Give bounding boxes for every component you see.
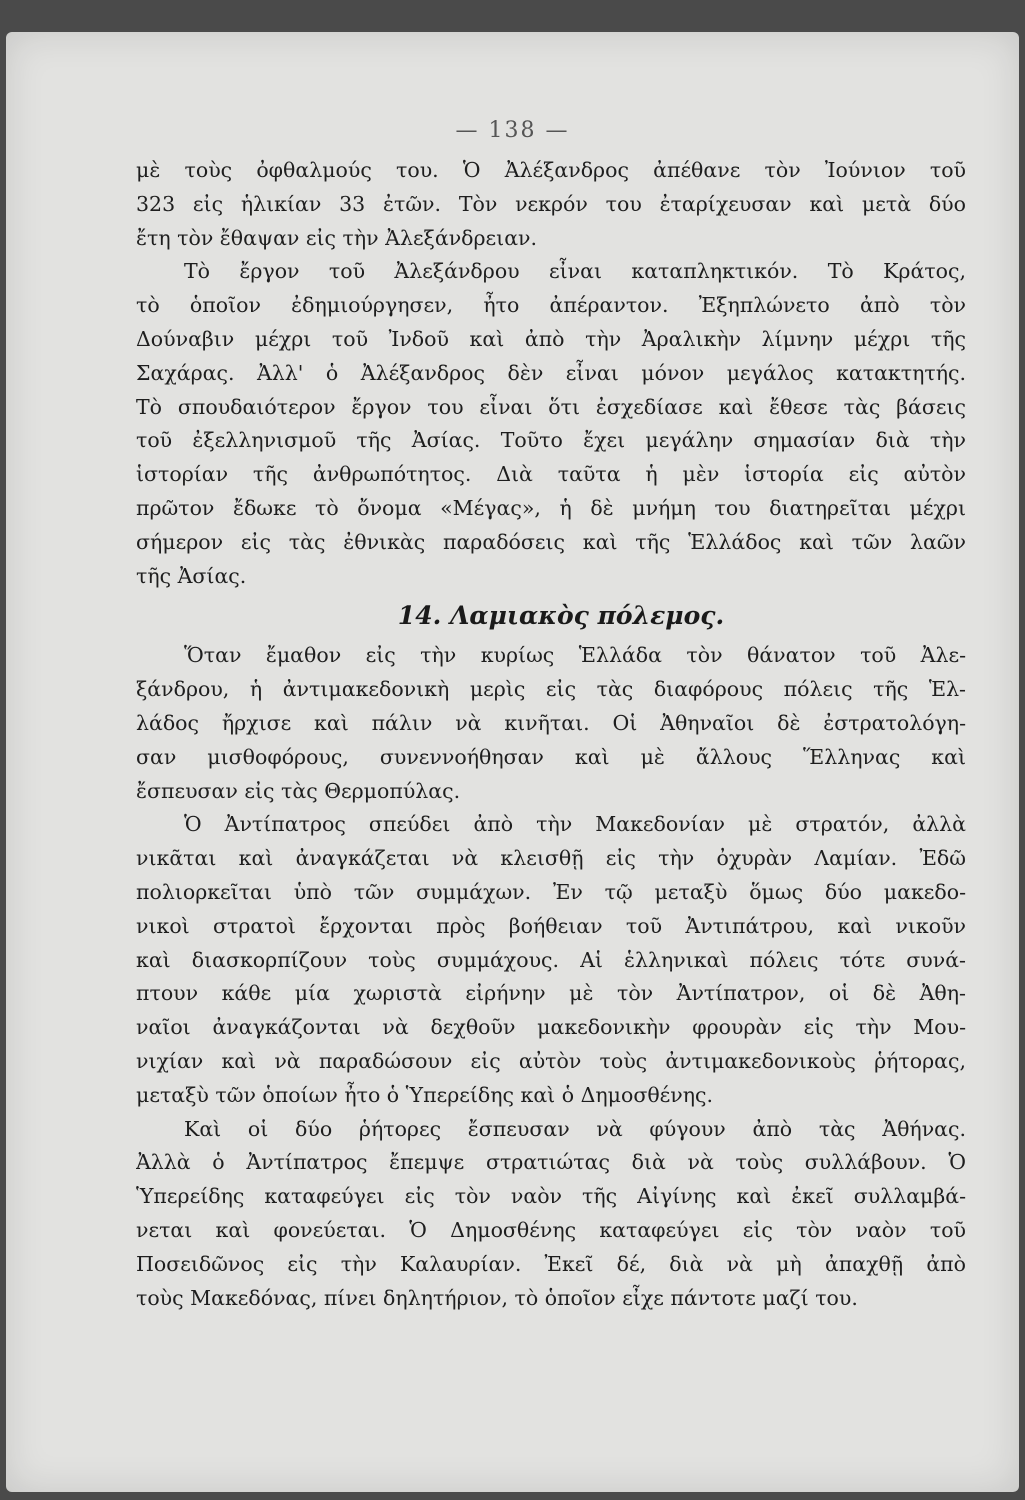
- text-line: ναῖοι ἀναγκάζονται νὰ δεχθοῦν μακεδονικὴν φρουρὰν εἰς τὴν Μου-: [136, 1015, 966, 1040]
- paragraph: [136, 154, 966, 255]
- text-line: Δούναβιν μέχρι τοῦ Ἰνδοῦ καὶ ἀπὸ τὴν Ἀραλικὴν λίμνην μέχρι τῆς: [136, 326, 966, 351]
- paragraph: [136, 639, 966, 808]
- text-line: Τὸ ἔργον τοῦ Ἀλεξάνδρου εἶναι καταπληκτικόν. Τὸ Κράτος,: [184, 259, 966, 284]
- text-line: τῆς Ἀσίας.: [136, 563, 247, 588]
- text-line: ξάνδρου, ἡ ἀντιμακεδονικὴ μερὶς εἰς τὰς διαφόρους πόλεις τῆς Ἑλ-: [136, 677, 966, 702]
- text-line: Ὅταν ἔμαθον εἰς τὴν κυρίως Ἑλλάδα τὸν θάνατον τοῦ Ἀλε-: [184, 643, 966, 668]
- text-line: Καὶ οἱ δύο ῥήτορες ἔσπευσαν νὰ φύγουν ἀπὸ τὰς Ἀθήνας.: [184, 1116, 966, 1141]
- text-line: ἔτη τὸν ἔθαψαν εἰς τὴν Ἀλεξάνδρειαν.: [136, 225, 538, 250]
- text-line: ἔσπευσαν εἰς τὰς Θερμοπύλας.: [136, 778, 461, 803]
- text-line: πρῶτον ἔδωκε τὸ ὄνομα «Μέγας», ἡ δὲ μνήμη του διατηρεῖται μέχρι: [136, 495, 966, 520]
- text-line: Ὁ Ἀντίπατρος σπεύδει ἀπὸ τὴν Μακεδονίαν μὲ στρατόν, ἀλλὰ: [184, 812, 966, 837]
- page-number: — 138 —: [455, 118, 570, 143]
- text-line: σαν μισθοφόρους, συνεννοήθησαν καὶ μὲ ἄλλους Ἕλληνας καὶ: [136, 744, 966, 769]
- text-line: μὲ τοὺς ὀφθαλμούς του. Ὁ Ἀλέξανδρος ἀπέθανε τὸν Ἰούνιον τοῦ: [136, 158, 966, 182]
- text-line: τοὺς Μακεδόνας, πίνει δηλητήριον, τὸ ὁποῖον εἶχε πάντοτε μαζί του.: [136, 1285, 858, 1310]
- text-line: Ποσειδῶνος εἰς τὴν Καλαυρίαν. Ἐκεῖ δέ, διὰ νὰ μὴ ἀπαχθῇ ἀπὸ: [136, 1251, 966, 1276]
- book-page: [6, 32, 1019, 1492]
- page-body: [136, 154, 966, 1315]
- text-line: καὶ διασκορπίζουν τοὺς συμμάχους. Αἱ ἑλληνικαὶ πόλεις τότε συνά-: [136, 947, 966, 972]
- text-line: νεται καὶ φονεύεται. Ὁ Δημοσθένης καταφεύγει εἰς τὸν ναὸν τοῦ: [136, 1217, 966, 1242]
- text-line: ἱστορίαν τῆς ἀνθρωπότητος. Διὰ ταῦτα ἡ μὲν ἱστορία εἰς αὐτὸν: [136, 462, 966, 487]
- text-line: σήμερον εἰς τὰς ἐθνικὰς παραδόσεις καὶ τῆς Ἑλλάδος καὶ τῶν λαῶν: [136, 529, 966, 554]
- text-line: Ὑπερείδης καταφεύγει εἰς τὸν ναὸν τῆς Αἰγίνης καὶ ἐκεῖ συλλαμβά-: [136, 1184, 966, 1209]
- text-line: Τὸ σπουδαιότερον ἔργον του εἶναι ὅτι ἐσχεδίασε καὶ ἔθεσε τὰς βάσεις: [136, 394, 966, 419]
- text-line: νιχίαν καὶ νὰ παραδώσουν εἰς αὐτὸν τοὺς ἀντιμακεδονικοὺς ῥήτορας,: [136, 1048, 966, 1073]
- paragraph: [136, 808, 966, 1112]
- text-line: λάδος ἤρχισε καὶ πάλιν νὰ κινῆται. Οἱ Ἀθηναῖοι δὲ ἐστρατολόγη-: [136, 710, 966, 735]
- paragraph: [136, 255, 966, 593]
- text-line: 323 εἰς ἡλικίαν 33 ἐτῶν. Τὸν νεκρόν του ἐταρίχευσαν καὶ μετὰ δύο: [136, 191, 966, 216]
- section-heading: 14. Λαμιακὸς πόλεμος.: [397, 601, 725, 631]
- text-line: νικοὶ στρατοὶ ἔρχονται πρὸς βοήθειαν τοῦ Ἀντιπάτρου, καὶ νικοῦν: [136, 913, 966, 938]
- text-line: μεταξὺ τῶν ὁποίων ἦτο ὁ Ὑπερείδης καὶ ὁ Δημοσθένης.: [136, 1082, 714, 1107]
- text-line: νικᾶται καὶ ἀναγκάζεται νὰ κλεισθῇ εἰς τὴν ὀχυρὰν Λαμίαν. Ἐδῶ: [136, 846, 966, 871]
- text-line: πτουν κάθε μία χωριστὰ εἰρήνην μὲ τὸν Ἀντίπατρον, οἱ δὲ Ἀθη-: [136, 981, 966, 1006]
- text-line: Ἀλλὰ ὁ Ἀντίπατρος ἔπεμψε στρατιώτας διὰ νὰ τοὺς συλλάβουν. Ὁ: [136, 1150, 966, 1175]
- text-line: Σαχάρας. Ἀλλ' ὁ Ἀλέξανδρος δὲν εἶναι μόνον μεγάλος κατακτητής.: [136, 360, 966, 385]
- text-line: τοῦ ἐξελληνισμοῦ τῆς Ἀσίας. Τοῦτο ἔχει μεγάλην σημασίαν διὰ τὴν: [136, 428, 966, 453]
- text-line: πολιορκεῖται ὑπὸ τῶν συμμάχων. Ἐν τῷ μεταξὺ ὅμως δύο μακεδο-: [136, 879, 966, 904]
- paragraph: [136, 1113, 966, 1316]
- text-line: τὸ ὁποῖον ἐδημιούργησεν, ἦτο ἀπέραντον. Ἐξηπλώνετο ἀπὸ τὸν: [136, 293, 966, 318]
